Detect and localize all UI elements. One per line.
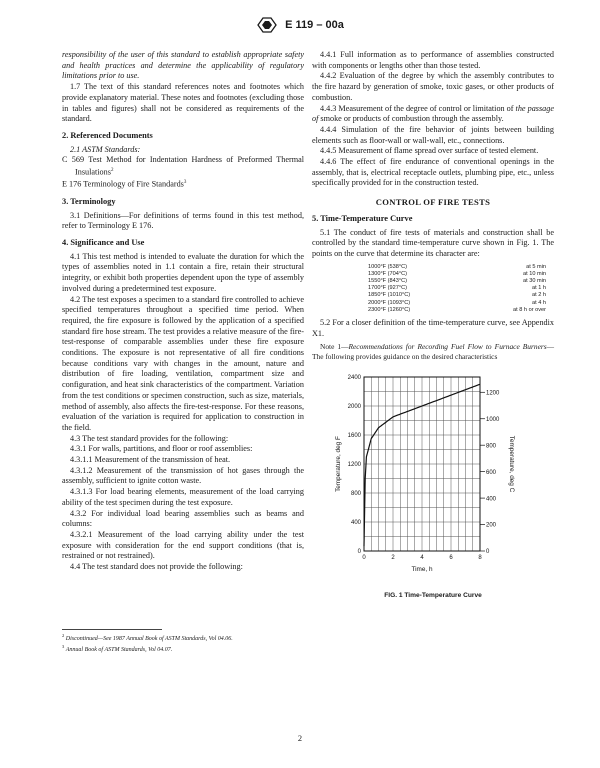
heading-control-of-fire-tests: CONTROL OF FIRE TESTS bbox=[375, 197, 491, 208]
intro-paragraph: responsibility of the user of this standard to establish appropriate safety and health practices and determine the applicability of regulatory limitations prior to use. bbox=[62, 50, 304, 81]
heading-referenced-documents: 2. Referenced Documents bbox=[62, 130, 153, 140]
standard-designation: E 119 – 00a bbox=[285, 19, 344, 32]
curve-point-row: 1700°F (927°C) at 1 h bbox=[368, 285, 546, 292]
section-5-1: 5.1 The conduct of fire tests of materials and construction shall be controlled by the standard time-temperature curve shown in Fig. 1. The points on the curve that determine its character are: bbox=[312, 227, 554, 258]
footnote-2: $^2$ Discontinued—See 1987 Annual Book of ASTM Standards, Vol 04.06. bbox=[62, 633, 233, 642]
x-tick-label: 6 bbox=[449, 555, 453, 562]
y-tick-label-c: 800 bbox=[486, 443, 497, 450]
y-tick-label-f: 2000 bbox=[347, 404, 361, 411]
x-axis-label: Time, h bbox=[411, 566, 433, 574]
section-4-4-1: 4.4.1 Full information as to performance of assemblies constructed with components or lengths other than those tested. bbox=[312, 50, 554, 70]
y-tick-label-f: 2400 bbox=[347, 375, 361, 382]
section-2-1: 2.1 ASTM Standards: bbox=[70, 144, 141, 154]
section-5-2: 5.2 For a closer definition of the time-temperature curve, see Appendix X1. bbox=[312, 318, 554, 338]
y-tick-label-c: 200 bbox=[486, 523, 497, 530]
section-4-1: 4.1 This test method is intended to evaluate the duration for which the types of assemblies noted in 1.1 contain a fire, retain their structural integrity, or exhibit both properties dependent upon the type of assembly involved during a predetermined test exposure. bbox=[62, 251, 304, 293]
y-tick-label-c: 1200 bbox=[486, 390, 500, 397]
section-4-3-2: 4.3.2 For individual load bearing assemblies such as beams and columns: bbox=[62, 508, 304, 529]
curve-point-row: 1550°F (843°C) at 30 min bbox=[368, 278, 546, 285]
figure-1 bbox=[312, 365, 554, 607]
heading-time-temperature-curve: 5. Time-Temperature Curve bbox=[312, 213, 413, 223]
curve-point-row: 1000°F (538°C) at 5 min bbox=[368, 263, 546, 270]
y-tick-label-f: 800 bbox=[350, 491, 361, 498]
section-4-4-5: 4.4.5 Measurement of flame spread over surface of tested element. bbox=[320, 146, 539, 156]
page-number: 2 bbox=[297, 734, 303, 743]
section-4-3-1-3: 4.3.1.3 For load bearing elements, measurement of the load carrying ability of the test specimen during the test exposure. bbox=[62, 487, 304, 507]
footnote-rule bbox=[62, 629, 162, 630]
curve-point-row: 1850°F (1010°C) at 2 h bbox=[368, 292, 546, 299]
section-4-2: 4.2 The test exposes a specimen to a standard fire controlled to achieve specified temperatures throughout a specified time period. When required, the fire exposure is followed by the application of a specified standard fire hose stream. The test provides a relative measure of the fire-test-response of comparable assemblies under these fire exposure conditions. The exposure is not representative of all fire conditions because conditions vary with changes in the amount, nature and distribution of fire loading, ventilation, compartment size and configuration, and heat sink characteristics of the compartment. Variation from the test conditions or specimen construction, such as size, materials, method of assembly, also affects the fire-test-response. For these reasons, evaluation of the variation is required for application to construction in the field. bbox=[62, 294, 304, 432]
x-tick-label: 4 bbox=[420, 555, 424, 562]
section-4-3-1-1: 4.3.1.1 Measurement of the transmission of heat. bbox=[70, 455, 231, 465]
section-4-3: 4.3 The test standard provides for the following: bbox=[70, 433, 229, 443]
curve-point-row: 2300°F (1260°C) at 8 h or over bbox=[368, 306, 546, 313]
time-temperature-chart bbox=[312, 365, 554, 591]
y-tick-label-f: 1600 bbox=[347, 433, 361, 440]
section-4-4-6: 4.4.6 The effect of fire endurance of conventional openings in the assembly, that is, electrical receptacle outlets, plumbing pipe, etc., unless specifically provided for in the construction tested. bbox=[312, 157, 554, 188]
section-4-3-2-1: 4.3.2.1 Measurement of the load carrying ability under the test exposure with consideration for the end support conditions (that is, restrained or not restrained). bbox=[62, 530, 304, 561]
x-tick-label: 0 bbox=[362, 555, 366, 562]
section-4-4-3: 4.4.3 Measurement of the degree of control or limitation of the passage of smoke or products of combustion through the assembly. bbox=[312, 103, 554, 124]
heading-significance-and-use: 4. Significance and Use bbox=[62, 238, 145, 248]
y-tick-label-c: 1000 bbox=[486, 417, 500, 424]
heading-terminology: 3. Terminology bbox=[62, 196, 116, 206]
astm-logo-icon bbox=[256, 17, 278, 33]
footnotes bbox=[62, 632, 312, 654]
section-1-7: 1.7 The text of this standard references notes and footnotes which provide explanatory material. These notes and footnotes (excluding those in tables and figures) shall not be considered as requirements of the standard. bbox=[62, 82, 304, 124]
left-column bbox=[62, 50, 304, 573]
section-4-3-1-2: 4.3.1.2 Measurement of the transmission of hot gases through the assembly, sufficient to ignite cotton waste. bbox=[62, 465, 304, 486]
y-tick-label-c: 0 bbox=[486, 549, 490, 556]
y-tick-label-c: 600 bbox=[486, 470, 497, 477]
y-tick-label-f: 0 bbox=[357, 549, 361, 556]
curve-point-row: 2000°F (1093°C) at 4 h bbox=[368, 299, 546, 306]
note-1: Note 1—Recommendations for Recording Fuel Flow to Furnace Burners—The following provides guidance on the desired characteristics bbox=[312, 342, 554, 361]
curve-points-table bbox=[368, 264, 554, 314]
y-axis-label-left: Temperature, deg F bbox=[335, 436, 342, 493]
reference-c569: C 569 Test Method for Indentation Hardness of Preformed Thermal Insulations$^2$ bbox=[62, 155, 304, 177]
curve-point-row: 1300°F (704°C) at 10 min bbox=[368, 270, 546, 277]
y-tick-label-c: 400 bbox=[486, 496, 497, 503]
y-tick-label-f: 400 bbox=[350, 520, 361, 527]
section-4-4-4: 4.4.4 Simulation of the fire behavior of joints between building elements such as floor-wall or wall-wall, etc., connections. bbox=[312, 124, 554, 145]
x-tick-label: 8 bbox=[478, 555, 482, 562]
section-4-4: 4.4 The test standard does not provide the following: bbox=[70, 562, 243, 572]
right-column bbox=[312, 50, 554, 607]
reference-e176: E 176 Terminology of Fire Standards$^3$ bbox=[62, 180, 187, 190]
section-4-4-2: 4.4.2 Evaluation of the degree by which the assembly contributes to the fire hazard by generation of smoke, toxic gases, or other products of combustion. bbox=[312, 71, 554, 102]
y-tick-label-f: 1200 bbox=[347, 462, 361, 469]
section-4-3-1: 4.3.1 For walls, partitions, and floor or roof assemblies: bbox=[70, 444, 253, 454]
y-axis-label-right: Temperature, deg C bbox=[508, 436, 515, 493]
x-tick-label: 2 bbox=[391, 555, 395, 562]
figure-caption: FIG. 1 Time-Temperature Curve bbox=[384, 592, 482, 600]
footnote-3: $^3$ Annual Book of ASTM Standards, Vol 04.07. bbox=[62, 644, 173, 653]
section-3-1: 3.1 Definitions—For definitions of terms found in this test method, refer to Terminology E 176. bbox=[62, 210, 304, 231]
page-header bbox=[0, 16, 600, 34]
